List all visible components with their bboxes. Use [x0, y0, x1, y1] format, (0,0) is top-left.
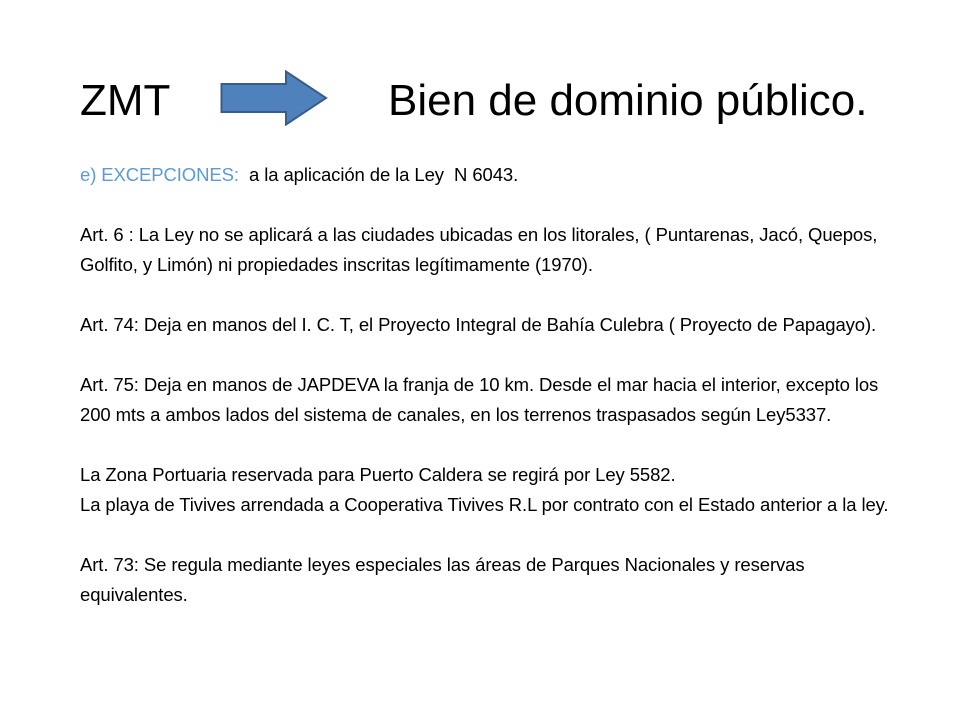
title-bien-dominio-publico: Bien de dominio público. — [388, 76, 868, 125]
spacer — [80, 520, 910, 550]
spacer — [80, 430, 910, 460]
spacer — [80, 340, 910, 370]
spacer — [80, 280, 910, 310]
tivives-paragraph: La playa de Tivives arrendada a Cooperativa Tivives R.L por contrato con el Estado anterior a la ley. — [80, 494, 889, 515]
body-text — [80, 160, 910, 610]
art6-paragraph: Art. 6 : La Ley no se aplicará a las ciudades ubicadas en los litorales, ( Puntarenas, Jacó, Quepos, Golfito, y Limón) ni propiedades inscritas legítimamente (1970). — [80, 224, 878, 275]
excepciones-text: a la aplicación de la Ley N 6043. — [238, 164, 519, 185]
arrow-shape — [222, 72, 327, 125]
excepciones-line — [80, 160, 910, 190]
right-arrow-icon — [220, 70, 328, 126]
spacer — [80, 190, 910, 220]
caldera-paragraph: La Zona Portuaria reservada para Puerto Caldera se regirá por Ley 5582. — [80, 464, 676, 485]
art73-paragraph: Art. 73: Se regula mediante leyes especiales las áreas de Parques Nacionales y reservas equivalentes. — [80, 554, 805, 605]
excepciones-label: e) EXCEPCIONES: — [80, 164, 239, 185]
art74-paragraph: Art. 74: Deja en manos del I. C. T, el Proyecto Integral de Bahía Culebra ( Proyecto de Papagayo). — [80, 314, 877, 335]
art75-paragraph: Art. 75: Deja en manos de JAPDEVA la franja de 10 km. Desde el mar hacia el interior, excepto los 200 mts a ambos lados del sistema de canales, en los terrenos traspasados según Ley5337. — [80, 374, 879, 425]
title-zmt: ZMT — [80, 76, 171, 125]
